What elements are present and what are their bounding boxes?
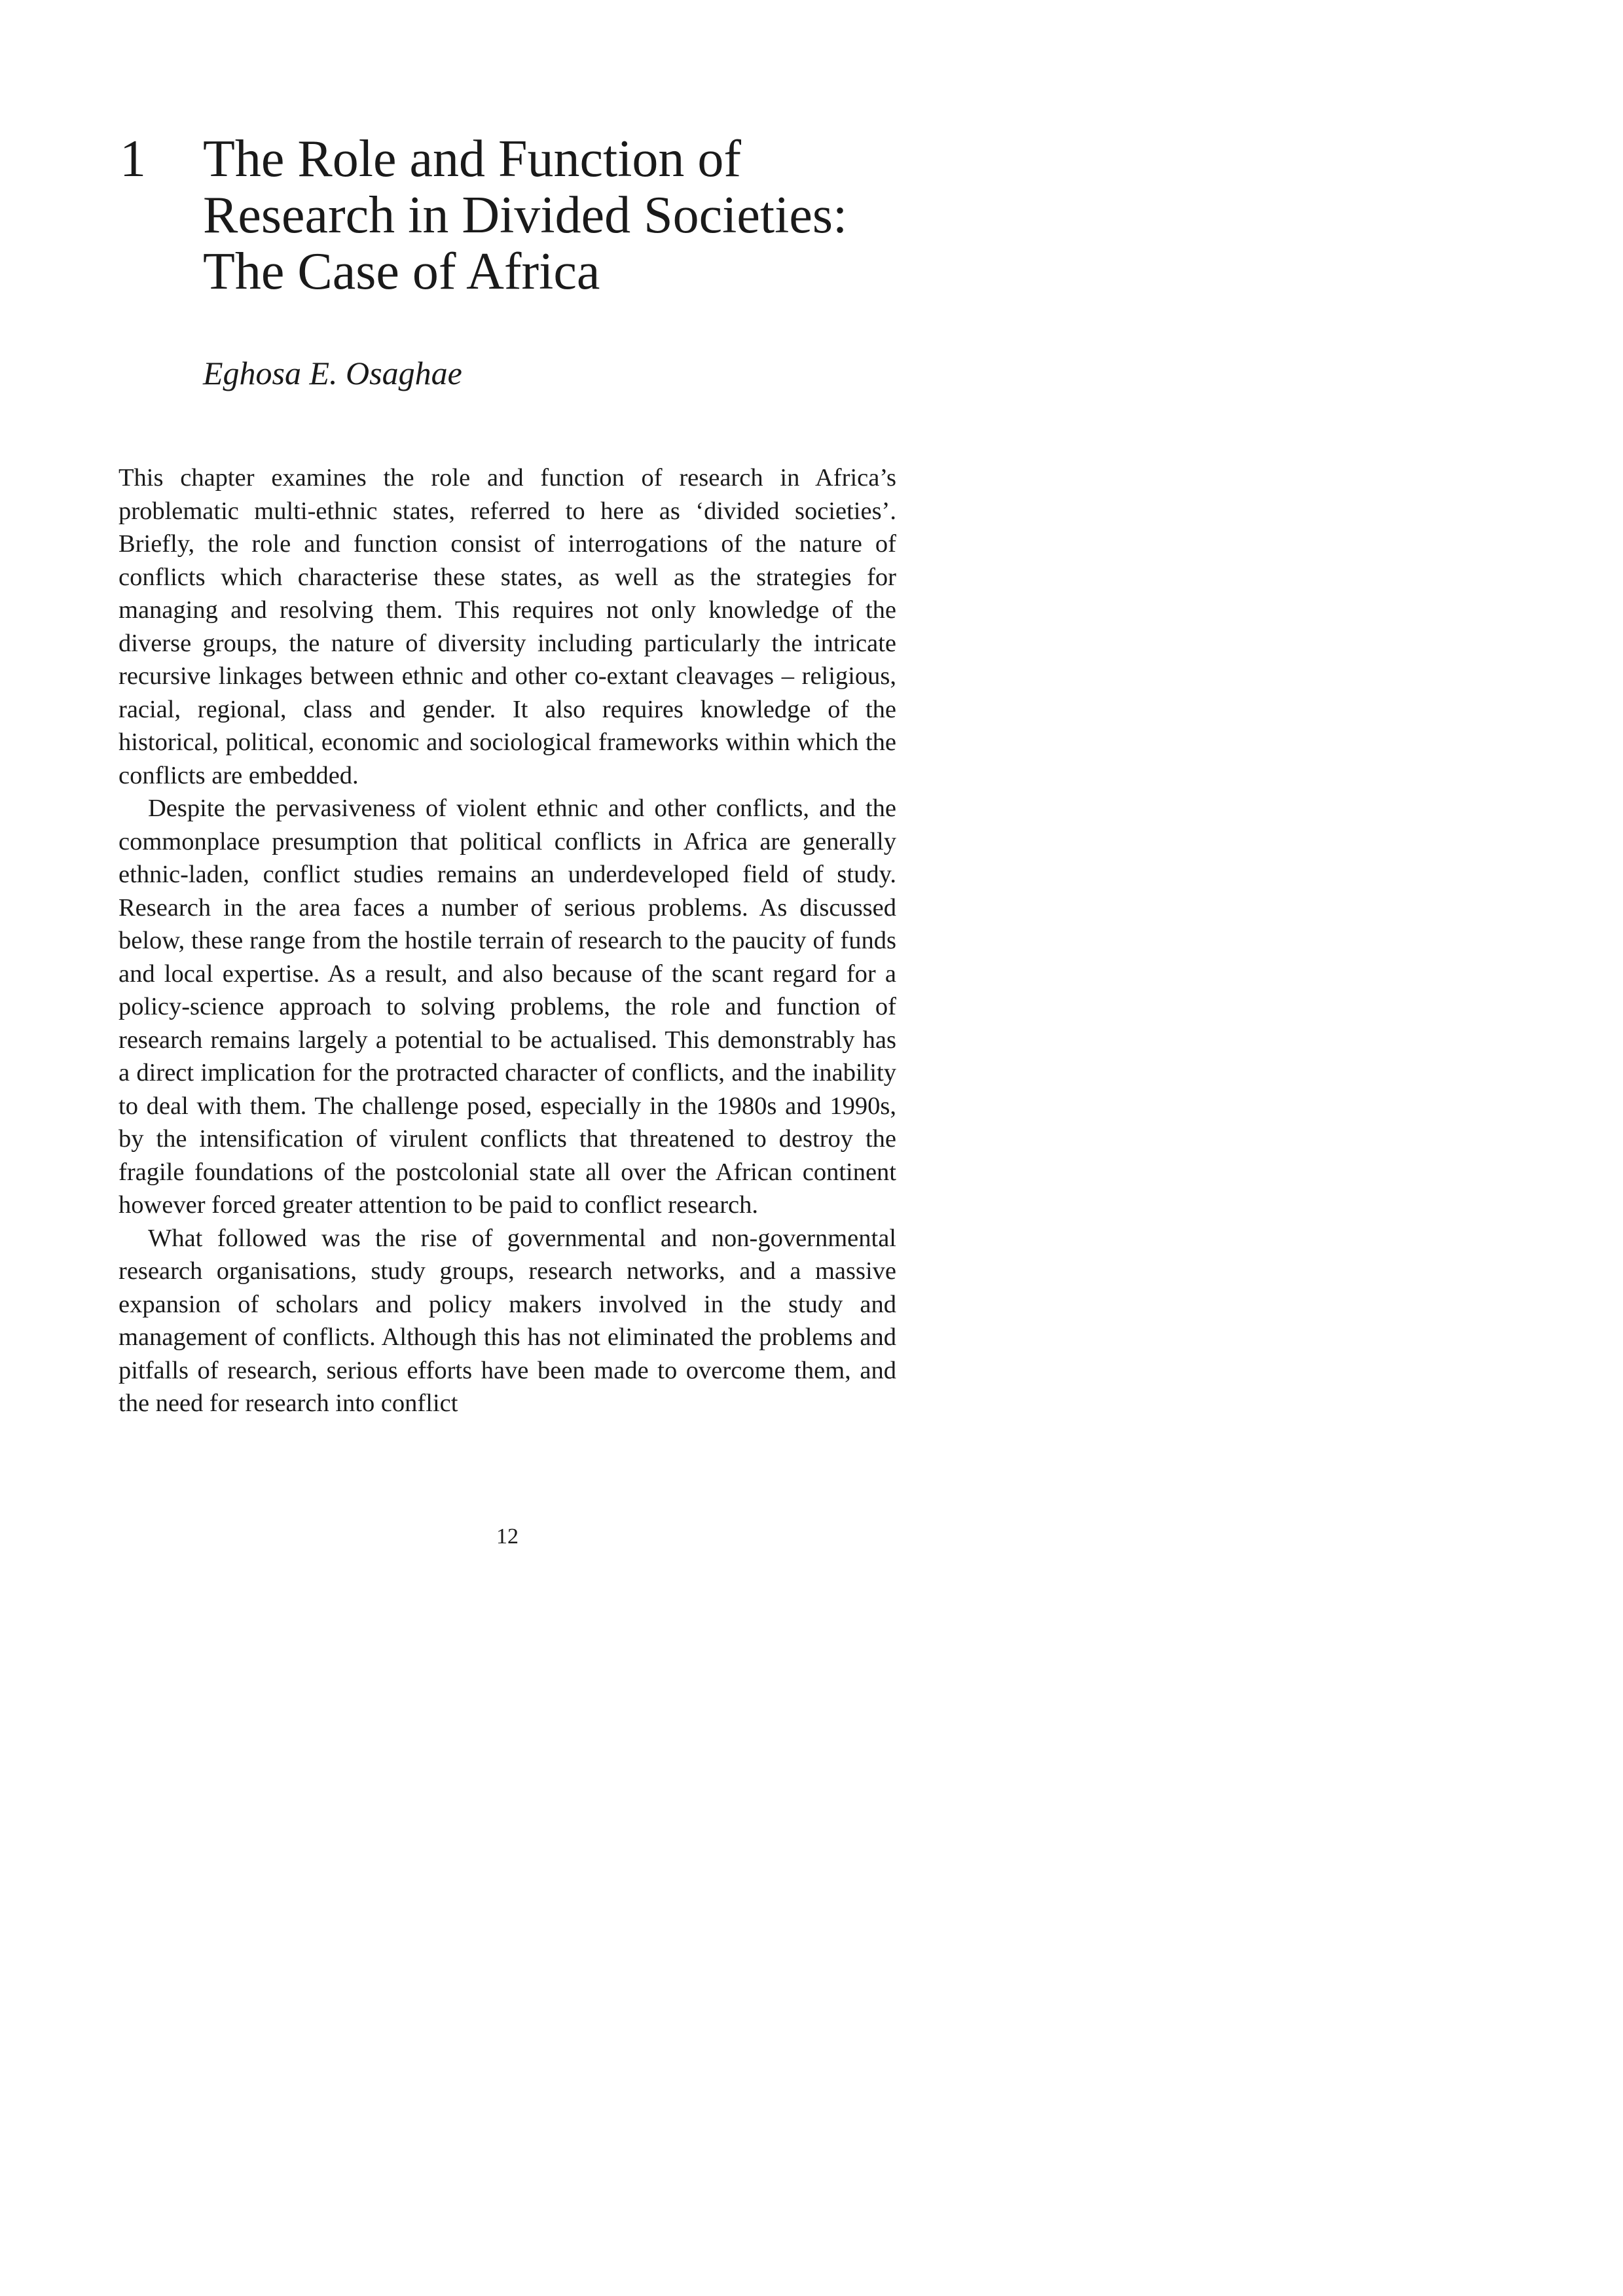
chapter-title-line: The Case of Africa — [203, 243, 600, 300]
paragraph-1: This chapter examines the role and function of research in Africa’s problematic multi-ethnic states, referred to here as ‘divided societies’. Briefly, the role and function consist of interrogations of the nature of conflicts which characterise these states, as well as the strategies for managing and resolving them. This requires not only knowledge of the diverse groups, the nature of diversity including particularly the intricate recursive linkages between ethnic and other co-extant cleavages – religious, racial, regional, class and gender. It also requires knowledge of the historical, political, economic and sociological frameworks within which the conflicts are embedded. — [119, 464, 896, 789]
page-number: 12 — [496, 1524, 519, 1549]
author-name: Eghosa E. Osaghae — [203, 355, 462, 391]
chapter-title — [203, 131, 962, 300]
body-text — [119, 461, 896, 1420]
chapter-heading — [120, 131, 971, 300]
paragraph-3: What followed was the rise of governmental and non-governmental research organisations, study groups, research networks, and a massive expansion of scholars and policy makers involved in the study and management of conflicts. Although this has not eliminated the problems and pitfalls of research, serious efforts have been made to overcome them, and the need for research into conflict — [119, 1224, 896, 1417]
chapter-title-line: The Role and Function of — [203, 130, 742, 188]
paragraph-2: Despite the pervasiveness of violent ethnic and other conflicts, and the commonplace presumption that political conflicts in Africa are generally ethnic-laden, conflict studies remains an underdeveloped field of study. Research in the area faces a number of serious problems. As discussed below, these range from the hostile terrain of research to the paucity of funds and local expertise. As a result, and also because of the scant regard for a policy-science approach to solving problems, the role and function of research remains largely a potential to be actualised. This demonstrably has a direct implication for the protracted character of conflicts, and the inability to deal with them. The challenge posed, especially in the 1980s and 1990s, by the intensification of virulent conflicts that threatened to destroy the fragile foundations of the postcolonial state all over the African continent however forced greater attention to be paid to conflict research. — [119, 795, 896, 1219]
chapter-number: 1 — [120, 130, 146, 188]
chapter-title-line: Research in Divided Societies: — [203, 187, 848, 244]
